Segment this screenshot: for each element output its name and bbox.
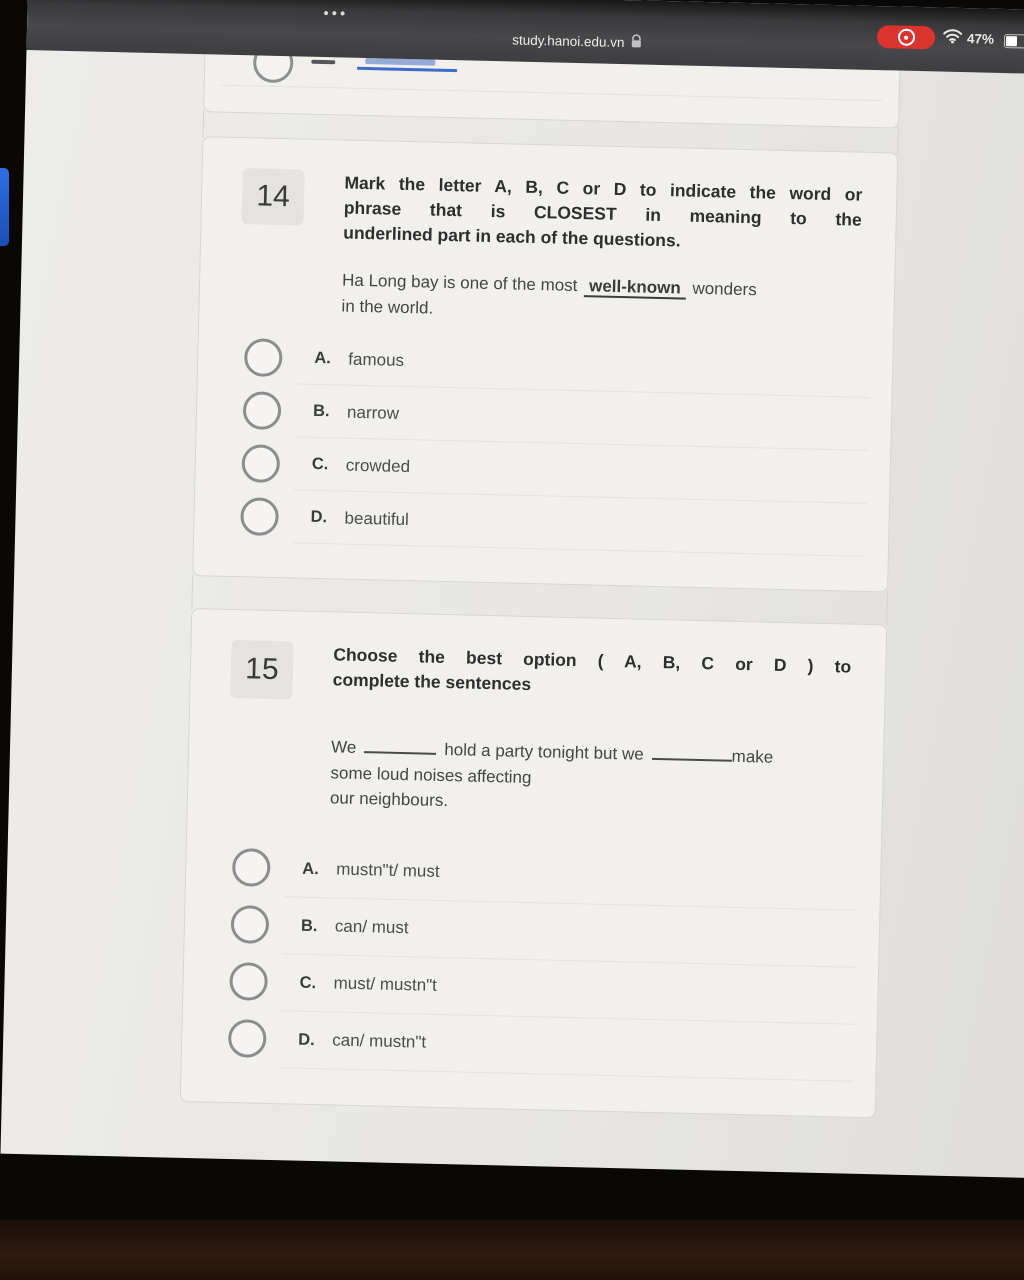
- question-instruction: [332, 642, 851, 712]
- option-text: famous: [348, 349, 405, 370]
- question-number-badge: 14: [241, 168, 304, 225]
- address-url: study.hanoi.edu.vn: [512, 32, 625, 51]
- radio-option-d[interactable]: [228, 1019, 267, 1058]
- option-text: can/ mustn"t: [332, 1030, 427, 1052]
- question-header: [190, 609, 886, 713]
- option-letter: D.: [310, 507, 328, 527]
- wifi-icon: [943, 29, 962, 49]
- radio-option-c[interactable]: [241, 444, 280, 483]
- container-border-line: [886, 591, 888, 625]
- desk-surface: [0, 1220, 1024, 1280]
- truncated-text: [311, 60, 335, 65]
- browser-menu-button[interactable]: •••: [323, 4, 349, 23]
- question-number-badge: 15: [230, 640, 293, 699]
- prompt-text: make: [731, 746, 774, 767]
- option-letter: C.: [299, 973, 317, 992]
- option-text: crowded: [345, 455, 411, 476]
- radio-option-d[interactable]: [240, 497, 279, 536]
- prompt-text: wonders: [687, 278, 757, 300]
- option-letter: D.: [298, 1030, 315, 1049]
- address-bar[interactable]: [427, 29, 727, 53]
- radio-option-a[interactable]: [244, 338, 283, 377]
- option-letter: B.: [312, 401, 330, 421]
- prompt-text: Ha Long bay is one of the most: [341, 270, 583, 296]
- prompt-text: in the world.: [341, 296, 434, 318]
- radio-option-a[interactable]: [232, 848, 271, 887]
- question-card-14: [192, 136, 898, 592]
- instruction-line: Choose the best option ( A, B, C or D ) to: [333, 644, 852, 677]
- option-letter: A.: [302, 859, 319, 878]
- radio-option-c[interactable]: [229, 962, 268, 1001]
- answer-blank: [652, 745, 732, 762]
- lock-icon: [630, 34, 641, 51]
- prompt-text: some loud noises affecting: [330, 762, 532, 787]
- option-letter: B.: [300, 916, 318, 935]
- options-list: [194, 329, 893, 557]
- radio-option-b[interactable]: [231, 905, 270, 944]
- option-text: beautiful: [344, 508, 410, 529]
- question-prompt: [330, 734, 872, 823]
- container-border-line: [191, 575, 193, 609]
- bezel-reflection: [0, 168, 9, 246]
- battery-percent: 47%: [966, 31, 995, 47]
- options-list: [182, 837, 881, 1081]
- question-prompt: [341, 268, 882, 332]
- option-text: must/ mustn"t: [333, 973, 438, 995]
- instruction-line: complete the sentences: [332, 669, 532, 695]
- question-instruction: [343, 171, 863, 258]
- battery-icon: [1004, 34, 1024, 49]
- option-text: narrow: [346, 402, 400, 423]
- instruction-line: phrase that is CLOSEST in meaning to the: [343, 197, 862, 230]
- instruction-line: Mark the letter A, B, C or D to indicate the word or: [344, 172, 863, 205]
- prompt-text: hold a party tonight but we: [444, 740, 644, 764]
- answer-blank: [364, 738, 436, 755]
- option-text: mustn"t/ must: [336, 859, 440, 881]
- question-card-15: [180, 608, 887, 1118]
- prompt-text: our neighbours.: [329, 788, 449, 811]
- instruction-line: underlined part in each of the questions.: [343, 222, 681, 251]
- underlined-phrase: well-known: [584, 276, 686, 299]
- record-icon: [897, 29, 914, 46]
- container-border-line: [897, 127, 899, 155]
- option-letter: A.: [314, 348, 332, 368]
- question-header: [201, 137, 897, 258]
- radio-option-b[interactable]: [243, 391, 282, 430]
- screen-recording-indicator[interactable]: [877, 25, 936, 49]
- option-text: can/ must: [334, 916, 409, 938]
- prompt-text: We: [330, 737, 357, 757]
- option-letter: C.: [311, 454, 329, 474]
- container-border-line: [202, 110, 204, 138]
